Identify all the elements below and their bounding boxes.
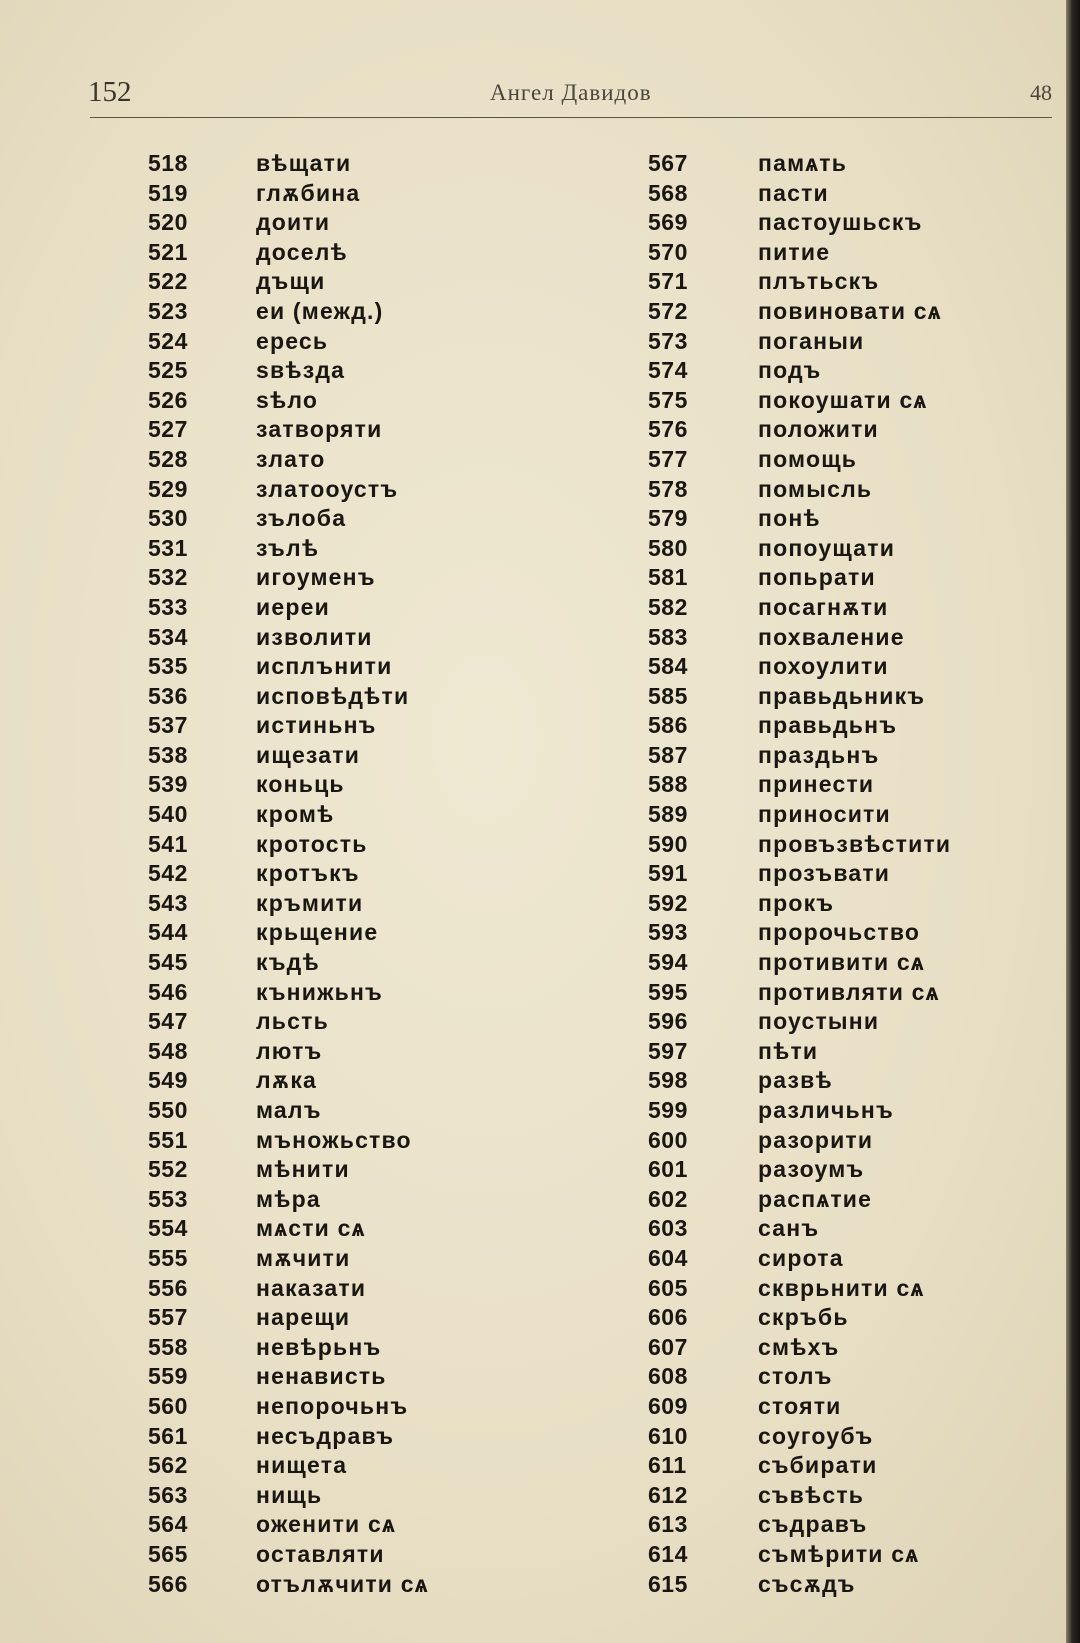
entry-word: развѣ xyxy=(758,1067,833,1094)
entry-number: 557 xyxy=(148,1304,188,1331)
entry-word: кромѣ xyxy=(256,801,335,828)
entry-word: исплънити xyxy=(256,653,393,680)
entry-number: 554 xyxy=(148,1215,188,1242)
entry-number: 543 xyxy=(148,889,188,916)
entry-number: 566 xyxy=(148,1570,188,1597)
entry-number: 584 xyxy=(648,653,688,680)
entry-number: 605 xyxy=(648,1274,688,1301)
entry-word: положити xyxy=(758,416,879,443)
entry-number: 599 xyxy=(648,1097,688,1123)
entry-number: 601 xyxy=(648,1156,688,1183)
entry-word: скврьнити сѧ xyxy=(758,1274,925,1301)
entry-number: 593 xyxy=(648,919,688,946)
header-rule xyxy=(90,117,1052,118)
entry-word: непорочьнъ xyxy=(256,1392,409,1419)
entry-number: 587 xyxy=(648,741,688,768)
entry-word: доселѣ xyxy=(256,238,348,265)
entry-word: противляти сѧ xyxy=(758,978,940,1005)
entry-word: дъщи xyxy=(256,268,326,295)
entry-word: злато xyxy=(256,445,326,472)
entry-word: подъ xyxy=(758,357,822,384)
entry-number: 563 xyxy=(148,1481,188,1508)
book-spine-edge xyxy=(1066,0,1080,1643)
entry-number: 530 xyxy=(148,505,188,532)
entry-number: 565 xyxy=(148,1540,188,1567)
entry-number: 536 xyxy=(148,682,188,709)
entry-number: 582 xyxy=(648,593,688,620)
entry-number: 591 xyxy=(648,860,688,887)
entry-word: ересь xyxy=(256,327,329,354)
entry-word: соугоубъ xyxy=(758,1422,874,1449)
entry-number: 550 xyxy=(148,1097,188,1123)
entry-word: прозъвати xyxy=(758,860,891,887)
entry-word: ищезати xyxy=(256,741,361,768)
entry-number: 534 xyxy=(148,623,188,650)
entry-number: 547 xyxy=(148,1008,188,1035)
entry-word: нищета xyxy=(256,1452,348,1479)
entry-word: плътьскъ xyxy=(758,268,880,295)
entry-number: 558 xyxy=(148,1333,188,1360)
entry-word: противити сѧ xyxy=(758,949,925,976)
entry-word: санъ xyxy=(758,1215,820,1242)
entry-number: 526 xyxy=(148,386,188,413)
entry-word: провъзвѣстити xyxy=(758,830,952,857)
entry-number: 613 xyxy=(648,1511,688,1538)
entry-word: наказати xyxy=(256,1274,367,1301)
entry-word: разорити xyxy=(758,1126,874,1153)
entry-word: коньць xyxy=(256,771,345,798)
entry-number: 561 xyxy=(148,1422,188,1449)
entry-word: мъножьство xyxy=(256,1126,412,1153)
entry-word: еи (межд.) xyxy=(256,297,384,324)
entry-number: 524 xyxy=(148,327,188,354)
entry-word: съвѣсть xyxy=(758,1481,865,1508)
entry-number: 535 xyxy=(148,653,188,680)
entry-word: зълоба xyxy=(256,505,347,532)
entry-number: 542 xyxy=(148,860,188,887)
entry-word: невѣрьнъ xyxy=(256,1333,382,1360)
entry-number: 533 xyxy=(148,593,188,620)
entry-word: доити xyxy=(256,209,331,236)
entry-number: 578 xyxy=(648,475,688,502)
entry-number: 576 xyxy=(648,416,688,443)
entry-number: 522 xyxy=(148,268,188,295)
entry-word: мѫчити xyxy=(256,1244,351,1271)
entry-number: 588 xyxy=(648,771,688,798)
running-title: Ангел Давидов xyxy=(490,80,652,105)
entry-word: мѣнити xyxy=(256,1156,350,1183)
entry-word: скръбь xyxy=(758,1304,849,1331)
entry-number: 551 xyxy=(148,1126,188,1153)
entry-word: повиновати сѧ xyxy=(758,297,942,324)
entry-word: исповѣдѣти xyxy=(256,682,410,709)
entry-word: столъ xyxy=(758,1363,833,1390)
entry-word: отълѫчити сѧ xyxy=(256,1570,429,1597)
entry-word: ѕвѣзда xyxy=(256,357,346,384)
entry-word: пастоушьскъ xyxy=(758,209,923,236)
entry-number: 595 xyxy=(648,978,688,1005)
entry-number: 581 xyxy=(648,564,688,591)
entry-number: 580 xyxy=(648,534,688,561)
entry-number: 567 xyxy=(648,150,688,176)
entry-word: похоулити xyxy=(758,653,889,680)
entry-word: похваление xyxy=(758,623,905,650)
entry-number: 568 xyxy=(648,179,688,206)
entry-number: 562 xyxy=(148,1452,188,1479)
entry-number: 571 xyxy=(648,268,688,295)
entry-word: игоуменъ xyxy=(256,564,376,591)
entry-number: 607 xyxy=(648,1333,688,1360)
entry-number: 531 xyxy=(148,534,188,561)
entry-word: събирати xyxy=(758,1452,878,1479)
entry-number: 569 xyxy=(648,209,688,236)
entry-word: различьнъ xyxy=(758,1097,894,1123)
entry-number: 602 xyxy=(648,1185,688,1212)
entry-word: поустыни xyxy=(758,1008,880,1035)
entry-word: иереи xyxy=(256,593,330,620)
entry-word: изволити xyxy=(256,623,373,650)
entry-word: посагнѫти xyxy=(758,593,889,620)
entry-word: смѣхъ xyxy=(758,1333,840,1360)
entry-word: къдѣ xyxy=(256,949,320,976)
entry-number: 573 xyxy=(648,327,688,354)
entry-number: 586 xyxy=(648,712,688,739)
entry-number: 556 xyxy=(148,1274,188,1301)
entry-word: оженити сѧ xyxy=(256,1511,396,1538)
entry-word: крьщение xyxy=(256,919,379,946)
entry-number: 537 xyxy=(148,712,188,739)
entry-word: ненависть xyxy=(256,1363,387,1390)
entry-number: 525 xyxy=(148,357,188,384)
entry-number: 604 xyxy=(648,1244,688,1271)
entry-word: кръмити xyxy=(256,889,364,916)
entry-word: приносити xyxy=(758,801,891,828)
entry-word: нарещи xyxy=(256,1304,351,1331)
entry-number: 603 xyxy=(648,1215,688,1242)
page-number: 152 xyxy=(88,76,132,108)
entry-word: съдравъ xyxy=(758,1511,868,1538)
entry-word: вѣщати xyxy=(256,150,352,176)
entry-number: 555 xyxy=(148,1244,188,1271)
entry-word: покоушати сѧ xyxy=(758,386,928,413)
entry-number: 519 xyxy=(148,179,188,206)
entry-word: зълѣ xyxy=(256,534,320,561)
entry-word: лютъ xyxy=(256,1037,323,1064)
entry-word: понѣ xyxy=(758,505,821,532)
entry-word: истиньнъ xyxy=(256,712,377,739)
entry-word: съмѣрити сѧ xyxy=(758,1540,920,1567)
entry-word: нищь xyxy=(256,1481,323,1508)
entry-word: мѣра xyxy=(256,1185,321,1212)
entry-word: ѕѣло xyxy=(256,386,319,413)
entry-number: 518 xyxy=(148,150,188,176)
entry-number: 529 xyxy=(148,475,188,502)
entry-number: 545 xyxy=(148,949,188,976)
entry-number: 597 xyxy=(648,1037,688,1064)
entry-word: питие xyxy=(758,238,831,265)
entry-number: 520 xyxy=(148,209,188,236)
folio-number: 48 xyxy=(1030,80,1052,105)
entry-word: сирота xyxy=(758,1244,844,1271)
entry-word: кротъкъ xyxy=(256,860,360,887)
entry-word: малъ xyxy=(256,1097,322,1123)
entry-word: правьдьнъ xyxy=(758,712,898,739)
entry-word: правьдьникъ xyxy=(758,682,926,709)
entry-number: 585 xyxy=(648,682,688,709)
entry-number: 610 xyxy=(648,1422,688,1449)
entry-word: пасти xyxy=(758,179,829,206)
entry-word: златооустъ xyxy=(256,475,399,502)
entry-number: 592 xyxy=(648,889,688,916)
entry-number: 523 xyxy=(148,297,188,324)
entry-word: разоумъ xyxy=(758,1156,865,1183)
entry-number: 608 xyxy=(648,1363,688,1390)
page-header xyxy=(88,76,1052,116)
entry-word: затворяти xyxy=(256,416,383,443)
entry-word: попоущати xyxy=(758,534,896,561)
entry-number: 590 xyxy=(648,830,688,857)
entry-word: помысль xyxy=(758,475,873,502)
entry-word: несъдравъ xyxy=(256,1422,395,1449)
entry-number: 575 xyxy=(648,386,688,413)
entry-number: 615 xyxy=(648,1570,688,1597)
entry-word: поганыи xyxy=(758,327,865,354)
entry-number: 538 xyxy=(148,741,188,768)
entry-number: 594 xyxy=(648,949,688,976)
entry-number: 527 xyxy=(148,416,188,443)
entry-word: лѫка xyxy=(256,1067,318,1094)
entry-word: оставляти xyxy=(256,1540,385,1567)
entry-word: льсть xyxy=(256,1008,329,1035)
entry-number: 560 xyxy=(148,1392,188,1419)
entry-number: 612 xyxy=(648,1481,688,1508)
entry-number: 553 xyxy=(148,1185,188,1212)
entry-number: 598 xyxy=(648,1067,688,1094)
entry-word: кънижьнъ xyxy=(256,978,384,1005)
entry-number: 552 xyxy=(148,1156,188,1183)
entry-word: памѧть xyxy=(758,150,848,176)
entry-number: 548 xyxy=(148,1037,188,1064)
entry-number: 572 xyxy=(648,297,688,324)
entry-word: кротость xyxy=(256,830,368,857)
entry-number: 521 xyxy=(148,238,188,265)
entry-number: 611 xyxy=(648,1452,687,1479)
entry-number: 574 xyxy=(648,357,688,384)
entry-word: мѧсти сѧ xyxy=(256,1215,366,1242)
entry-number: 532 xyxy=(148,564,188,591)
entry-number: 600 xyxy=(648,1126,688,1153)
entry-word: помощь xyxy=(758,445,858,472)
entry-number: 546 xyxy=(148,978,188,1005)
entry-number: 583 xyxy=(648,623,688,650)
entry-word: попьрати xyxy=(758,564,876,591)
entry-number: 528 xyxy=(148,445,188,472)
entry-number: 564 xyxy=(148,1511,188,1538)
entry-number: 579 xyxy=(648,505,688,532)
entry-word: глѫбина xyxy=(256,179,361,206)
entry-number: 541 xyxy=(148,830,188,857)
entry-number: 577 xyxy=(648,445,688,472)
entry-number: 614 xyxy=(648,1540,688,1567)
entry-word: съсѫдъ xyxy=(758,1570,856,1597)
entry-number: 570 xyxy=(648,238,688,265)
entry-word: пѣти xyxy=(758,1037,819,1064)
entry-number: 596 xyxy=(648,1008,688,1035)
entry-word: принести xyxy=(758,771,875,798)
entry-number: 544 xyxy=(148,919,188,946)
entry-word: праздьнъ xyxy=(758,741,880,768)
entry-number: 559 xyxy=(148,1363,188,1390)
entry-word: прокъ xyxy=(758,889,835,916)
entry-number: 539 xyxy=(148,771,188,798)
entry-word: пророчьство xyxy=(758,919,921,946)
entry-number: 606 xyxy=(648,1304,688,1331)
entry-number: 549 xyxy=(148,1067,188,1094)
entry-number: 540 xyxy=(148,801,188,828)
entry-number: 589 xyxy=(648,801,688,828)
entry-word: стояти xyxy=(758,1392,842,1419)
entry-word: распѧтие xyxy=(758,1185,873,1212)
entry-number: 609 xyxy=(648,1392,688,1419)
